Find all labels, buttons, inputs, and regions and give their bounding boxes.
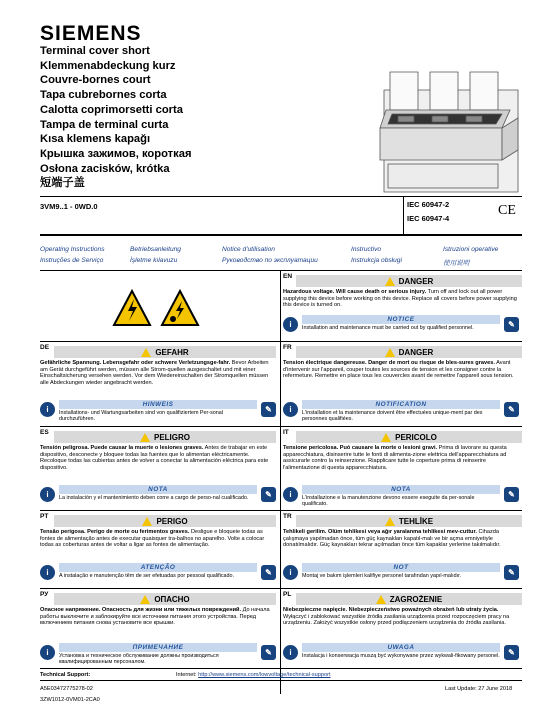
lang-code-ru: РУ [40, 591, 49, 598]
pl-text [283, 607, 522, 639]
last-update: Last Update: 27 June 2018 [445, 686, 513, 692]
de-danger-bar [54, 346, 276, 358]
product-code: 3VM9..1 - 0WD.0 [40, 202, 98, 211]
title-zh: 短端子盖 [40, 177, 85, 190]
oi-de: Betriebsanleitung [130, 246, 181, 253]
rule-row5 [40, 668, 522, 669]
warning-triangle-icon [381, 433, 391, 442]
wrench-icon: ✎ [261, 645, 276, 660]
tr-bold: Tehlikeli gerilim. Ölüm tehlikesi veya ağır yaralanma tehlikesi mev-cuttur. [283, 529, 477, 535]
lang-code-tr: TR [283, 513, 292, 520]
ru-note-label: ПРИМЕЧАНИЕ [59, 643, 257, 652]
es-heading: PELIGRO [153, 432, 190, 442]
ru-heading: ОПАСНО [154, 594, 190, 604]
info-icon: i [283, 402, 298, 417]
pt-note: A instalação e manutenção têm de ser efetuadas por pessoal qualificado. [59, 573, 235, 579]
tr-danger-bar [296, 515, 522, 527]
pl-body: Wyłączyć i zablokować wszystkie źródła zasilania urządzenia przed rozpoczęciem pracy na urządzeniu. Założyć wszystkie osłony przed podłączeniem urządzenia do źródła zasilania. [283, 613, 510, 627]
info-icon: i [40, 645, 55, 660]
info-icon: i [40, 565, 55, 580]
title-en: Terminal cover short [40, 45, 150, 57]
warning-triangle-icon [141, 348, 151, 357]
siemens-logo: SIEMENS [40, 22, 142, 45]
info-icon: i [283, 317, 298, 332]
en-note-label: NOTICE [302, 315, 500, 324]
lang-code-pt: PT [40, 513, 49, 520]
oi-ru: Руководство по эксплуатации [222, 257, 318, 264]
es-note-label: NOTA [59, 485, 257, 494]
oi-en: Operating Instructions [40, 246, 105, 253]
it-bold: Tensione pericolosa. Può causare la morte o lesioni gravi. [283, 445, 438, 451]
tr-text [283, 529, 522, 559]
info-icon: i [283, 645, 298, 660]
de-heading: GEFAHR [155, 347, 189, 357]
en-bold: Hazardous voltage. Will cause death or serious injury. [283, 289, 427, 295]
tr-body: Cihazda çalışmaya yapılmadan önce, tüm güç kaynakları kapatıl-malı ve bir açma emniyetiyle donatılmalıdır. Güç kaynakları tekrar açılmadan önce tüm kapaklar yerlerine takılmalıdır. [283, 529, 501, 549]
wrench-icon: ✎ [504, 565, 519, 580]
ru-note: Установка и техническое обслуживание должны производиться квалифицированным персоналом. [59, 653, 219, 666]
pt-heading: PERIGO [156, 516, 188, 526]
info-icon: i [40, 487, 55, 502]
lang-code-it: IT [283, 429, 289, 436]
internet-row [176, 672, 331, 678]
rule-row2 [40, 426, 522, 427]
de-note-label: HINWEIS [59, 400, 257, 409]
oi-pt: Instruções de Serviço [40, 257, 104, 264]
wrench-icon: ✎ [504, 317, 519, 332]
fr-note: L'installation et la maintenance doivent être effectuées unique-ment par des personnes qualifiées. [302, 410, 483, 423]
en-note: Installation and maintenance must be carried out by qualified personnel. [302, 325, 474, 331]
ce-mark: CE [498, 203, 516, 218]
lang-code-en: EN [283, 273, 293, 280]
oi-zh: 使用说明 [443, 260, 470, 267]
de-note: Installations- und Wartungsarbeiten sind von qualifiziertem Per-sonal durchzuführen. [59, 410, 223, 423]
doc-number: A5E03472775278-02 [40, 686, 93, 692]
it-body: Prima di lavorare su questa apparecchiatura, disinserire tutte le fonti di alimenta-zione elettrica dell'apparecchiatura ad assicurarle contro la reinserzione. Riapplicare tutte le coperture prima di reinserire l'alimentazione di questa apparecchiatura. [283, 445, 507, 471]
support-link[interactable]: http://www.siemens.com/lowvoltage/technical-support [198, 672, 331, 678]
tr-note: Montaj ve bakım işlemleri kalifiye personel tarafından yapıl-malıdır. [302, 573, 462, 579]
title-tr: Kısa klemens kapağı [40, 133, 151, 146]
warning-triangle-icon [385, 277, 395, 286]
ru-bold: Опасное напряжение. Опасность для жизни или тяжелых повреждений. [40, 607, 242, 613]
rule-row4 [40, 588, 522, 589]
rule-footer [40, 680, 522, 681]
en-body: Turn off and lock out all power supplying this device before working on this device. Replace all covers before power supplying this device is turned on. [283, 289, 517, 309]
it-note-label: NOTA [302, 485, 500, 494]
rule-top [40, 196, 522, 197]
en-danger-bar [296, 275, 522, 287]
oi-pl: Instrukcja obsługi [351, 257, 402, 264]
pl-note: Instalacja i konserwacja muszą być wykonywane przez wykwali-fikowany personel. [302, 653, 500, 659]
pl-heading: ZAGROŻENIE [389, 594, 443, 604]
es-body: Antes de trabajar en este dispositivo, desconecte y bloquee todas las fuentes que lo alimentan eléctricamente. Recoloque todas las cubiertas antes de volver a conectar la alimentación eléctrica para este dispositivo. [40, 445, 269, 471]
lang-code-fr: FR [283, 344, 292, 351]
pl-note-label: UWAGA [302, 643, 500, 652]
fr-danger-bar [296, 346, 522, 358]
fr-body: Avant d'intervenir sur l'appareil, couper toutes les sources de tension et les consigner contre la refermeture. Remettre en place tous les couvercles avant de remettre l'appareil sous tension. [283, 360, 514, 380]
rule-oi [40, 234, 522, 236]
wrench-icon: ✎ [261, 565, 276, 580]
en-text [283, 289, 522, 313]
warning-triangle-icon [385, 517, 395, 526]
warning-triangle-icon [142, 517, 152, 526]
rule-row1 [40, 341, 522, 342]
terminal-cover-illustration [378, 70, 524, 198]
info-icon: i [283, 487, 298, 502]
warning-triangle-icon [376, 595, 386, 604]
pl-bold: Niebezpieczne napięcie. Niebezpieczeństwo poważnych obrażeń lub utraty życia. [283, 607, 499, 613]
divider-iec [403, 196, 404, 234]
info-icon: i [40, 402, 55, 417]
oi-es: Instructivo [351, 246, 382, 253]
pt-body: Desligue e bloqueie todas as fontes de alimentação antes de executar quaisquer tra-balhos no aparelho. Volte a colocar todas as coberturas antes de voltar a ligar as fontes de alimentação. [40, 529, 265, 549]
rule-grid-top [40, 270, 522, 271]
fr-bold: Tension électrique dangereuse. Danger de mort ou risque de bles-sures graves. [283, 360, 495, 366]
standard-1: IEC 60947-2 [407, 200, 450, 209]
wrench-icon: ✎ [504, 402, 519, 417]
wrench-icon: ✎ [261, 487, 276, 502]
pt-danger-bar [54, 515, 276, 527]
es-danger-bar [54, 431, 276, 443]
de-bold: Gefährliche Spannung. Lebensgefahr oder schwere Verletzungsge-fahr. [40, 360, 231, 366]
title-ru: Крышка зажимов, короткая [40, 147, 192, 160]
wrench-icon: ✎ [504, 645, 519, 660]
standard-2: IEC 60947-4 [407, 214, 450, 223]
rule-row3 [40, 510, 522, 511]
order-number: 3ZW1012-0VM01-2CA0 [40, 697, 100, 703]
it-danger-bar [296, 431, 522, 443]
title-fr: Couvre-bornes court [40, 74, 151, 87]
de-body: Bevor Arbeiten am Gerät durchgeführt werden, müssen alle Strom-quellen ausgeschaltet und mit einer Einschaltsicherung versehen werden. Vor dem Wiedereinschalten der Stromquellen müssen alle Abdeckungen wieder angebracht werden. [40, 360, 269, 386]
oi-it: Istruzioni operative [443, 246, 499, 253]
pt-bold: Tensão perigosa. Perigo de morte ou ferimentos graves. [40, 529, 190, 535]
it-note: L'installazione e la manutenzione devono essere eseguite da per-sonale qualificato. [302, 495, 475, 508]
lang-code-pl: PL [283, 591, 292, 598]
lang-code-de: DE [40, 344, 50, 351]
en-heading: DANGER [398, 276, 434, 286]
fr-note-label: NOTIFICATION [302, 400, 500, 409]
grid-divider [280, 270, 281, 694]
oi-tr: İşletme kılavuzu [130, 257, 178, 264]
it-heading: PERICOLO [395, 432, 437, 442]
ru-danger-bar [54, 593, 276, 605]
fr-text [283, 360, 522, 398]
es-text [40, 445, 277, 483]
ru-text [40, 607, 277, 639]
support-label: Technical Support: [40, 672, 91, 678]
wrench-icon: ✎ [261, 402, 276, 417]
tr-heading: TEHLİKE [398, 516, 434, 526]
warning-triangle-icon [385, 348, 395, 357]
wrench-icon: ✎ [504, 487, 519, 502]
title-pl: Osłona zacisków, krótka [40, 162, 170, 175]
tr-note-label: NOT [302, 563, 500, 572]
fr-heading: DANGER [398, 347, 434, 357]
title-it: Calotta coprimorsetti corta [40, 103, 183, 116]
warning-triangle-icon [140, 433, 150, 442]
title-de: Klemmenabdeckung kurz [40, 59, 176, 72]
pl-danger-bar [296, 593, 522, 605]
title-es: Tapa cubrebornes corta [40, 89, 167, 102]
warning-triangle-icon [140, 595, 150, 604]
ru-body: До начала работы выключите и заблокируйте все источники питания этого устройства. Перед включением питания снова установите все крышки. [40, 607, 270, 627]
hazard-symbols [112, 289, 202, 329]
info-icon: i [283, 565, 298, 580]
it-text [283, 445, 522, 483]
lang-code-es: ES [40, 429, 49, 436]
technical-support-label [40, 672, 90, 678]
oi-fr: Notice d'utilisation [222, 246, 275, 253]
es-bold: Tensión peligrosa. Puede causar la muerte o lesiones graves. [40, 445, 204, 451]
title-pt: Tampa de terminal curta [40, 118, 169, 131]
pt-note-label: ATENÇÃO [59, 563, 257, 572]
es-note: La instalación y el mantenimiento deben corre a cargo de perso-nal cualificado. [59, 495, 249, 501]
internet-label: Internet: [176, 672, 197, 678]
product-titles [40, 44, 191, 191]
pt-text [40, 529, 277, 559]
de-text [40, 360, 277, 398]
